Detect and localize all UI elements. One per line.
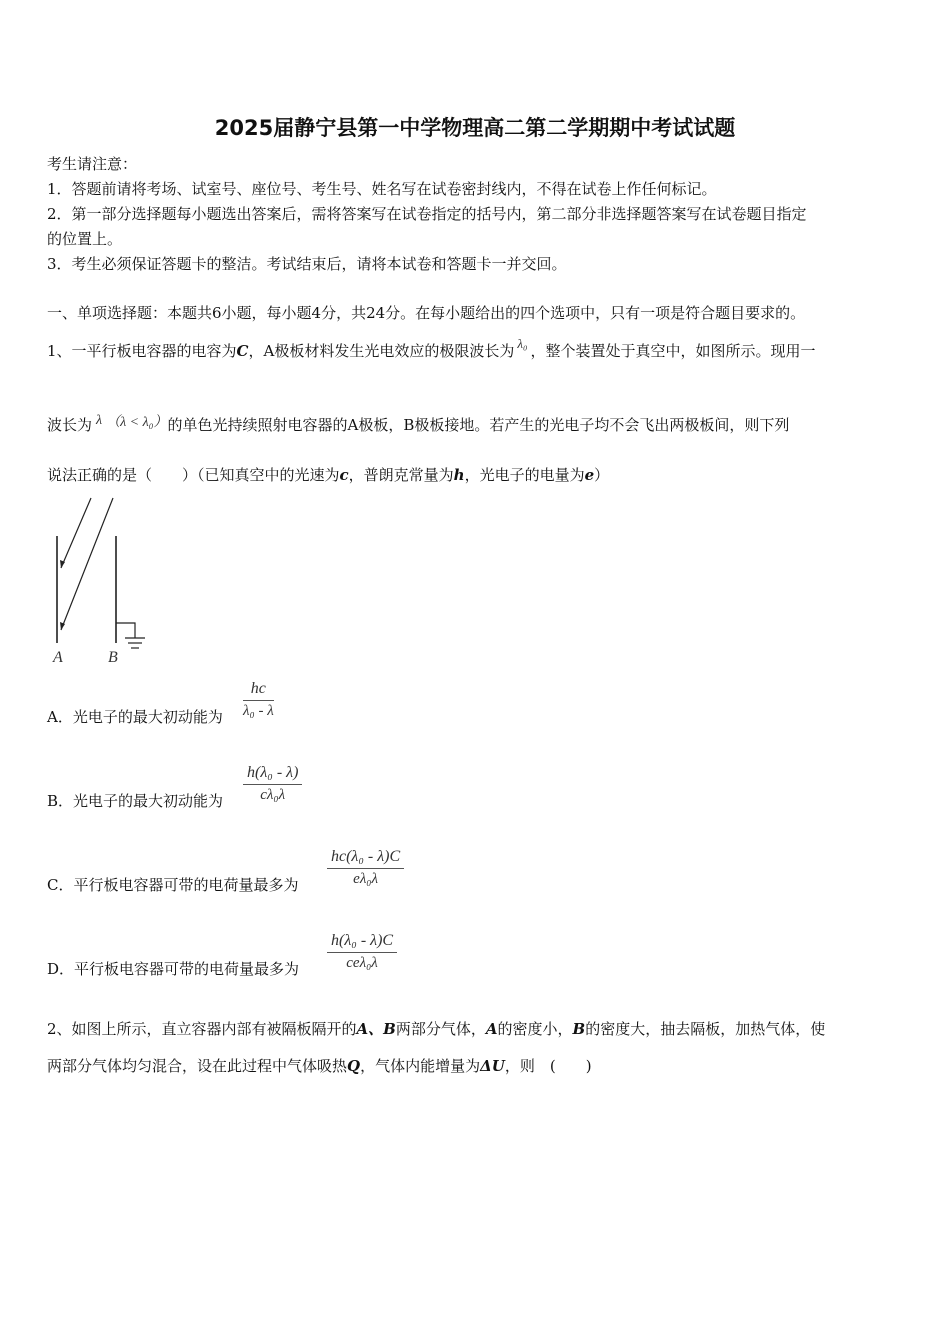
q1-c: c <box>339 466 349 484</box>
notice-item-2a: 2．第一部分选择题每小题选出答案后，需将答案写在试卷指定的括号内，第二部分非选择题答案写在试卷题目指定 <box>47 205 807 223</box>
option-b-numerator: h(λ₀ - λ) <box>247 764 299 781</box>
option-d-numerator: h(λ₀ - λ)C <box>331 932 394 949</box>
q1-e: e <box>584 466 595 484</box>
page-title: 2025届静宁县第一中学物理高二第二学期期中考试试题 <box>214 116 736 140</box>
q2-b: B <box>572 1020 586 1038</box>
option-a-fraction <box>243 680 274 720</box>
q2-ab: A、B <box>356 1020 396 1038</box>
q1-line-2 <box>47 414 789 435</box>
label-b: B <box>108 649 118 666</box>
notice-item-1: 1．答题前请将考场、试室号、座位号、考生号、姓名写在试卷密封线内，不得在试卷上作任何标记。 <box>47 180 717 198</box>
option-c-text: C．平行板电容器可带的电荷量最多为 <box>47 876 299 894</box>
label-a: A <box>53 649 63 666</box>
q1-l2-a: 波长为 <box>47 416 93 434</box>
q1-condition: （λ < λ₀） <box>106 415 168 430</box>
q1-l1-c: ，整个装置处于真空中，如图所示。现用一 <box>530 342 816 360</box>
q1-line-1 <box>47 336 816 361</box>
option-c-numerator: hc(λ₀ - λ)C <box>331 848 401 865</box>
q2-l2-c: ，则 ( ) <box>504 1057 592 1075</box>
q2-line-1 <box>47 1018 825 1039</box>
q2-l1-d: 的密度大，抽去隔板，加热气体，使 <box>585 1020 826 1038</box>
ground-wire <box>116 623 135 638</box>
q1-line-3 <box>47 464 609 485</box>
q2-du: ΔU <box>480 1057 505 1075</box>
option-a-numerator: hc <box>250 680 266 697</box>
option-d-fraction <box>327 932 397 972</box>
q1-l3-c: ，光电子的电量为 <box>464 466 585 484</box>
option-d-denominator: ceλ₀λ <box>346 955 378 971</box>
notice-item-3: 3．考生必须保证答题卡的整洁。考试结束后，请将本试卷和答题卡一并交回。 <box>47 255 567 273</box>
light-ray-2 <box>61 498 113 630</box>
q2-l2-b: ，气体内能增量为 <box>360 1057 481 1075</box>
option-d-text: D．平行板电容器可带的电荷量最多为 <box>47 960 300 978</box>
option-c-denominator: eλ₀λ <box>353 871 379 887</box>
light-ray-1 <box>61 498 91 568</box>
q1-l3-a: 说法正确的是（ ）（已知真空中的光速为 <box>47 466 340 484</box>
q2-q: Q <box>347 1057 361 1075</box>
q1-h: h <box>453 466 465 484</box>
option-b-fraction <box>243 764 302 804</box>
option-a-text: A．光电子的最大初动能为 <box>47 708 223 726</box>
q1-lambda: λ <box>96 413 103 428</box>
notice-heading: 考生请注意： <box>47 155 138 173</box>
option-c-fraction <box>327 848 404 888</box>
q2-l2-a: 两部分气体均匀混合，设在此过程中气体吸热 <box>47 1057 348 1075</box>
section-heading: 一、单项选择题：本题共6小题，每小题4分，共24分。在每小题给出的四个选项中，只有一项是符合题目要求的。 <box>47 304 806 322</box>
q1-capacitance: C <box>236 342 249 360</box>
option-b-denominator: cλ₀λ <box>260 787 286 803</box>
q1-lambda0: λ₀ <box>517 336 528 351</box>
q2-a: A <box>485 1020 498 1038</box>
q2-l1-a: 2、如图上所示，直立容器内部有被隔板隔开的 <box>47 1020 357 1038</box>
option-a-denominator: λ₀ - λ <box>243 703 274 719</box>
q2-l1-b: 两部分气体， <box>395 1020 486 1038</box>
q2-l1-c: 的密度小， <box>497 1020 573 1038</box>
notice-item-2b: 的位置上。 <box>47 230 123 248</box>
q2-line-2 <box>47 1055 592 1076</box>
q1-l2-b: 的单色光持续照射电容器的A极板，B极板接地。若产生的光电子均不会飞出两极板间，则下列 <box>167 416 790 434</box>
q1-l3-d: ） <box>594 466 610 484</box>
q1-l3-b: ，普朗克常量为 <box>348 466 454 484</box>
q1-l1-a: 1、一平行板电容器的电容为 <box>47 342 237 360</box>
q1-l1-b: ，A极板材料发生光电效应的极限波长为 <box>248 342 515 360</box>
capacitor-figure <box>45 490 165 670</box>
option-b-text: B．光电子的最大初动能为 <box>47 792 224 810</box>
